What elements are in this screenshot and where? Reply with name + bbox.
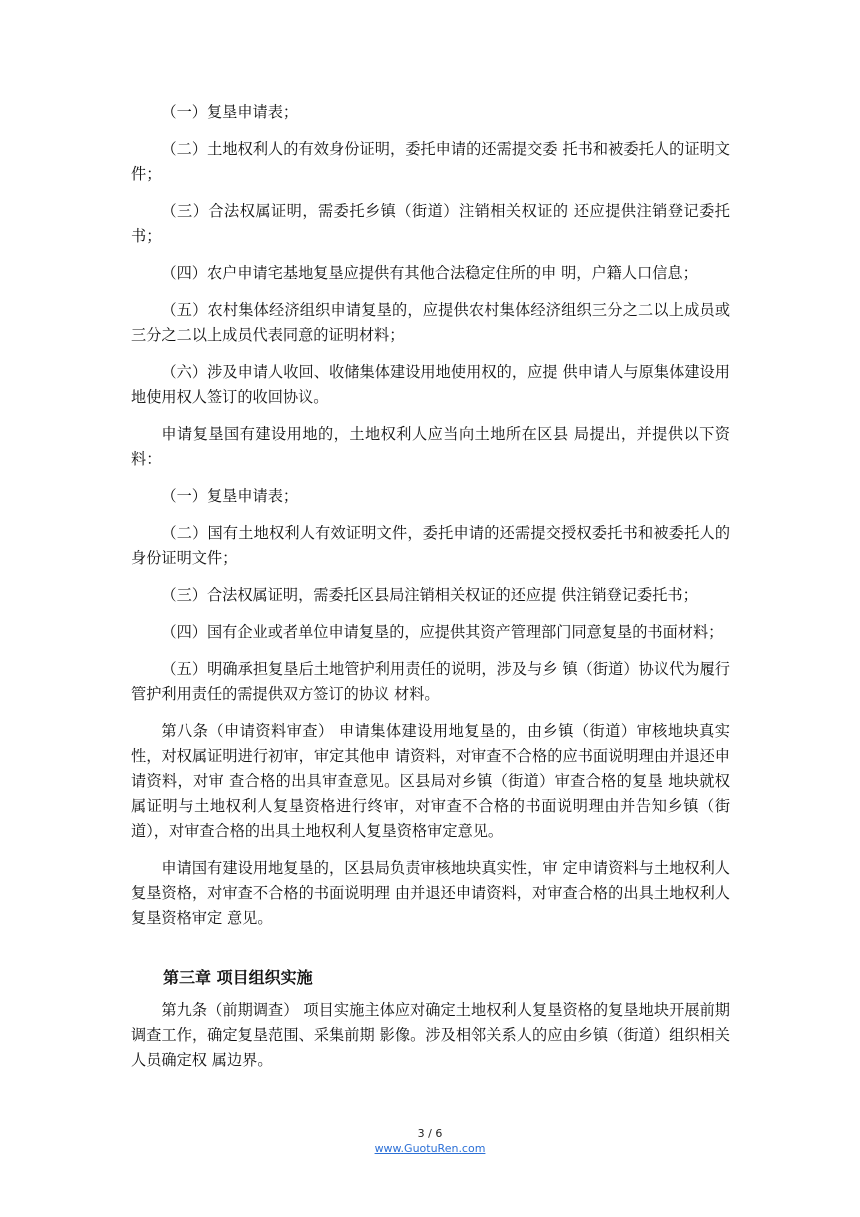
document-body xyxy=(131,100,730,1085)
paragraph: （一）复垦申请表； xyxy=(161,103,299,121)
paragraph: （六）涉及申请人收回、收储集体建设用地使用权的，应提 供申请人与原集体建设用地使用权人签订的收回协议。 xyxy=(131,363,730,406)
chapter-heading: 第三章 项目组织实施 xyxy=(163,968,313,987)
paragraph: （五）明确承担复垦后土地管护利用责任的说明，涉及与乡 镇（街道）协议代为履行管护利用责任的需提供双方签订的协议 材料。 xyxy=(131,660,730,703)
paragraph: （五）农村集体经济组织申请复垦的，应提供农村集体经济组织三分之二以上成员或三分之二以上成员代表同意的证明材料； xyxy=(131,301,730,344)
paragraph: （三）合法权属证明，需委托乡镇（街道）注销相关权证的 还应提供注销登记委托书； xyxy=(131,202,730,245)
site-link[interactable]: www.GuotuRen.com xyxy=(374,1142,486,1155)
paragraph: （二）国有土地权利人有效证明文件，委托申请的还需提交授权委托书和被委托人的身份证明文件； xyxy=(131,524,730,567)
paragraph: （一）复垦申请表； xyxy=(161,487,299,505)
paragraph: （四）农户申请宅基地复垦应提供有其他合法稳定住所的申 明，户籍人口信息； xyxy=(161,264,698,282)
paragraph: （四）国有企业或者单位申请复垦的，应提供其资产管理部门同意复垦的书面材料； xyxy=(161,623,724,641)
paragraph: （三）合法权属证明，需委托区县局注销相关权证的还应提 供注销登记委托书； xyxy=(161,586,698,604)
page-number: 3 / 6 xyxy=(417,1127,443,1140)
article-9-paragraph: 第九条（前期调查） 项目实施主体应对确定土地权利人复垦资格的复垦地块开展前期调查工作，确定复垦范围、采集前期 影像。涉及相邻关系人的应由乡镇（街道）组织相关人员确定权 属边界。 xyxy=(131,1001,730,1069)
page-footer xyxy=(0,1127,860,1157)
paragraph: 申请复垦国有建设用地的，土地权利人应当向土地所在区县 局提出，并提供以下资料： xyxy=(131,425,730,468)
article-8-paragraph: 第八条（申请资料审查） 申请集体建设用地复垦的，由乡镇（街道）审核地块真实性，对权属证明进行初审，审定其他申 请资料，对审查不合格的应书面说明理由并退还申请资料，对审 查合格的出具审查意见。区县局对乡镇（街道）审查合格的复垦 地块就权属证明与土地权利人复垦资格进行终审，对审查不合格的书面说明理由并告知乡镇（街道），对审查合格的出具土地权利人复垦资格审定意见。 xyxy=(131,722,730,840)
paragraph: （二）土地权利人的有效身份证明，委托申请的还需提交委 托书和被委托人的证明文件； xyxy=(131,140,730,183)
paragraph: 申请国有建设用地复垦的，区县局负责审核地块真实性，审 定申请资料与土地权利人复垦资格，对审查不合格的书面说明理 由并退还申请资料，对审查合格的出具土地权利人复垦资格审定 意见。 xyxy=(131,859,730,927)
